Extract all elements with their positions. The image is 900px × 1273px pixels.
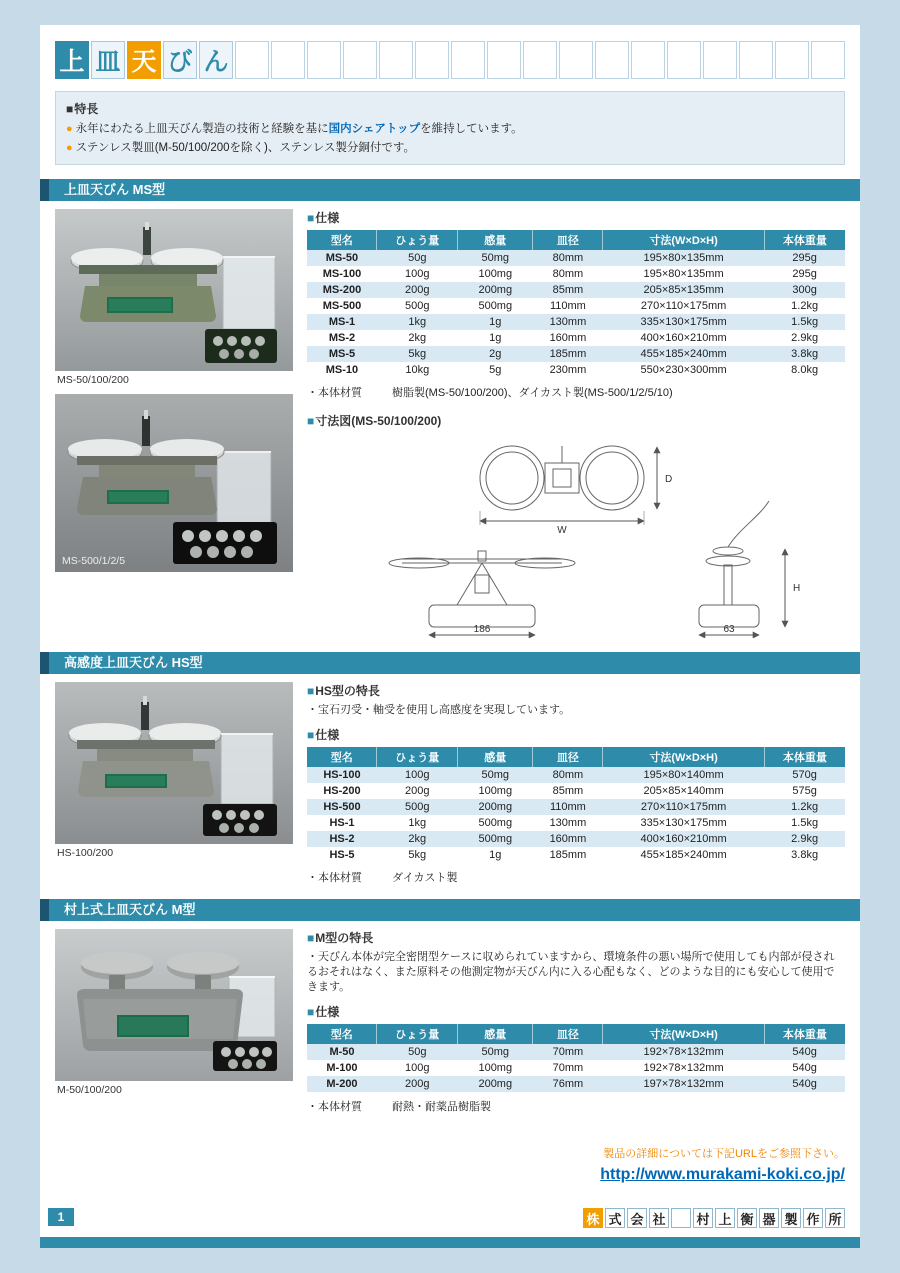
features-heading: ■特長 (66, 102, 99, 116)
company-char-box: 製 (781, 1208, 801, 1228)
spec-cell: 270×110×175mm (640, 300, 727, 312)
material-note: ・本体材質 耐熱・耐薬品樹脂製 (307, 1101, 491, 1113)
table-row (307, 362, 845, 378)
top-view (480, 446, 644, 510)
company-char-box: 村 (693, 1208, 713, 1228)
model-cell: MS-200 (322, 284, 362, 296)
spec-cell: 195×80×135mm (643, 252, 724, 264)
spec-cell: 130mm (549, 817, 587, 829)
feature-item: ● ステンレス製皿(M-50/100/200を除く)、ステンレス製分銅付です。 (66, 142, 415, 154)
spec-cell: 1kg (408, 817, 427, 829)
spec-heading: ■仕様 (307, 211, 340, 225)
spec-cell: 100mg (478, 268, 513, 280)
model-cell: MS-5 (328, 348, 356, 360)
title-empty-box (235, 41, 269, 79)
product-photo-ms-large (55, 394, 293, 572)
acrylic-cover (217, 452, 271, 528)
company-char-box: 作 (803, 1208, 823, 1228)
table-row (307, 815, 845, 831)
column-header: 感量 (458, 1024, 533, 1044)
spec-cell: 200mg (478, 801, 513, 813)
table-row (307, 346, 845, 362)
spec-cell: 85mm (552, 785, 584, 797)
spec-cell: 205×85×140mm (643, 785, 724, 797)
spec-cell: 500g (405, 300, 430, 312)
photo-label: M-50/100/200 (57, 1084, 122, 1096)
spec-cell: 110mm (549, 801, 586, 813)
column-header: 本体重量 (764, 1024, 845, 1044)
model-cell: MS-50 (325, 252, 359, 264)
m-spec-table (307, 1024, 845, 1092)
title-empty-box (667, 41, 701, 79)
column-header: ひょう量 (377, 747, 458, 767)
m-feature-heading: ■M型の特長 (307, 931, 374, 945)
spec-cell: 70mm (552, 1046, 584, 1058)
spec-cell: 76mm (552, 1078, 584, 1090)
spec-cell: 2g (489, 348, 502, 360)
dimension-diagram (307, 433, 845, 638)
model-cell: HS-500 (323, 801, 361, 813)
company-char-box: 式 (605, 1208, 625, 1228)
model-cell: MS-1 (328, 316, 356, 328)
material-note: ・本体材質 ダイカスト製 (307, 872, 458, 884)
title-empty-box (703, 41, 737, 79)
table-row (307, 250, 845, 266)
title-char-box (199, 41, 233, 79)
spec-cell: 540g (792, 1078, 817, 1090)
title-empty-box (451, 41, 485, 79)
spec-cell: 455×185×240mm (640, 849, 727, 861)
section-header-ms (40, 179, 860, 201)
dim-label-front-width: 186 (473, 624, 491, 635)
page-number: 1 (48, 1208, 74, 1226)
company-char-box: 上 (715, 1208, 735, 1228)
spec-cell: 5kg (408, 348, 427, 360)
feature-item: ● 永年にわたる上皿天びん製造の技術と経験を基に国内シェアトップを維持しています。 (66, 123, 523, 135)
square-mark-icon: ■ (307, 1005, 315, 1019)
spec-column (307, 209, 845, 638)
spec-cell: 195×80×140mm (643, 769, 724, 781)
company-name (583, 1208, 845, 1228)
title-empty-box (631, 41, 665, 79)
spec-cell: 70mm (552, 1062, 584, 1074)
section-title: 上皿天びん MS型 (64, 182, 166, 197)
spec-heading: ■仕様 (307, 728, 340, 742)
table-row (307, 1076, 845, 1092)
front-view (389, 551, 575, 627)
spec-cell: 8.0kg (791, 364, 819, 376)
title-empty-box (595, 41, 629, 79)
hs-feature-heading: ■HS型の特長 (307, 684, 380, 698)
spec-cell: 540g (792, 1062, 817, 1074)
page-title (55, 41, 845, 79)
company-char-box: 所 (825, 1208, 845, 1228)
spec-cell: 270×110×175mm (640, 801, 727, 813)
title-empty-box (559, 41, 593, 79)
title-char: ん (203, 48, 229, 76)
title-empty-box (523, 41, 557, 79)
weight-set (213, 1041, 277, 1071)
photo-label: HS-100/200 (57, 847, 114, 859)
dim-label-w: W (557, 525, 567, 536)
model-cell: MS-2 (328, 332, 356, 344)
balance-illustration (55, 209, 293, 371)
column-header: 感量 (458, 747, 533, 767)
spec-cell: 295g (792, 268, 817, 280)
column-header: ひょう量 (377, 1024, 458, 1044)
spec-cell: 1g (489, 332, 502, 344)
spec-cell: 3.8kg (791, 348, 819, 360)
company-char-box: 社 (649, 1208, 669, 1228)
spec-cell: 110mm (549, 300, 586, 312)
acrylic-cover (223, 257, 275, 329)
product-photo-m (55, 929, 293, 1081)
section-body-m (40, 921, 860, 1114)
square-mark-icon: ■ (66, 102, 74, 116)
title-empty-box (415, 41, 449, 79)
model-cell: M-50 (329, 1046, 355, 1058)
spec-cell: 80mm (552, 252, 584, 264)
title-empty-box (307, 41, 341, 79)
spec-cell: 205×85×135mm (643, 284, 724, 296)
spec-cell: 550×230×300mm (640, 364, 727, 376)
photo-label: MS-50/100/200 (57, 374, 129, 386)
title-empty-box (487, 41, 521, 79)
spec-cell: 2kg (408, 332, 427, 344)
company-char-box: 衡 (737, 1208, 757, 1228)
spec-cell: 335×130×175mm (640, 316, 727, 328)
features-panel (55, 91, 845, 165)
spec-cell: 50mg (481, 769, 510, 781)
title-char: 上 (59, 48, 85, 76)
ms-spec-table (307, 230, 845, 378)
spec-cell: 50mg (481, 252, 510, 264)
spec-cell: 1.2kg (791, 300, 819, 312)
spec-cell: 2kg (408, 833, 427, 845)
table-row (307, 282, 845, 298)
header-accent (40, 899, 49, 921)
spec-cell: 100mg (478, 1062, 513, 1074)
hs-spec-table (307, 747, 845, 863)
title-char-box (55, 41, 89, 79)
spec-cell: 3.8kg (791, 849, 819, 861)
model-cell: M-200 (326, 1078, 358, 1090)
spec-cell: 1.5kg (791, 316, 819, 328)
spec-cell: 230mm (549, 364, 587, 376)
spec-cell: 200g (405, 785, 430, 797)
bottom-bar (40, 1237, 860, 1248)
spec-cell: 300g (792, 284, 817, 296)
column-header: 皿径 (533, 747, 603, 767)
column-header: 型名 (307, 230, 377, 250)
section-header-hs (40, 652, 860, 674)
spec-cell: 575g (792, 785, 817, 797)
title-char: び (167, 48, 193, 76)
acrylic-cover (221, 734, 273, 804)
spec-cell: 1.5kg (791, 817, 819, 829)
company-spacer-box (671, 1208, 691, 1228)
spec-cell: 2.9kg (791, 833, 819, 845)
spec-cell: 400×160×210mm (640, 833, 727, 845)
weight-set (173, 522, 277, 564)
table-row (307, 783, 845, 799)
table-row (307, 1060, 845, 1076)
spec-cell: 100g (405, 1062, 430, 1074)
spec-cell: 200g (405, 1078, 430, 1090)
column-header: 皿径 (533, 1024, 603, 1044)
model-cell: M-100 (326, 1062, 358, 1074)
spec-column (307, 929, 845, 1114)
column-header: 感量 (458, 230, 533, 250)
title-empty-box (775, 41, 809, 79)
table-row (307, 799, 845, 815)
model-cell: HS-2 (329, 833, 355, 845)
title-empty-box (271, 41, 305, 79)
spec-cell: 200mg (478, 284, 513, 296)
m-feature-text: ・天びん本体が完全密閉型ケースに収められていますから、環境条件の悪い場所で使用しても内部が侵されるおそれはなく、また原料その他測定物が天びん内に入る心配もなく、どのような目的にも安心して使用できます。 (307, 951, 835, 993)
spec-cell: 5kg (408, 849, 427, 861)
dim-label-d: D (665, 474, 673, 485)
dimension-drawing (307, 433, 842, 638)
table-row (307, 266, 845, 282)
spec-cell: 100g (405, 268, 430, 280)
spec-cell: 500mg (478, 817, 513, 829)
column-header: ひょう量 (377, 230, 458, 250)
header-accent (40, 179, 49, 201)
model-cell: HS-1 (329, 817, 355, 829)
bullet-icon: ● (66, 142, 73, 154)
spec-cell: 50g (408, 252, 427, 264)
header-accent (40, 652, 49, 674)
model-cell: MS-10 (325, 364, 359, 376)
title-empty-box (739, 41, 773, 79)
square-mark-icon: ■ (307, 931, 315, 945)
model-cell: HS-100 (323, 769, 361, 781)
spec-cell: 500g (405, 801, 430, 813)
spec-cell: 160mm (549, 332, 587, 344)
bullet-icon: ● (66, 123, 73, 135)
material-note: ・本体材質 樹脂製(MS-50/100/200)、ダイカスト製(MS-500/1/2/5/10) (307, 387, 673, 399)
company-char-box: 会 (627, 1208, 647, 1228)
section-body-hs (40, 674, 860, 885)
section-body-ms (40, 201, 860, 638)
spec-cell: 85mm (552, 284, 584, 296)
spec-cell: 100g (405, 769, 430, 781)
photo-label: MS-500/1/2/5 (62, 555, 126, 567)
photos-column (55, 209, 293, 638)
section-header-m (40, 899, 860, 921)
spec-cell: 2.9kg (791, 332, 819, 344)
table-row (307, 847, 845, 863)
spec-cell: 80mm (552, 268, 584, 280)
url-note: 製品の詳細については下記URLをご参照下さい。 (603, 1148, 845, 1160)
weight-set (203, 804, 277, 836)
section-title: 高感度上皿天びん HS型 (64, 655, 203, 670)
table-row (307, 330, 845, 346)
spec-cell: 295g (792, 252, 817, 264)
dim-label-h: H (793, 583, 801, 594)
column-header: 本体重量 (764, 747, 845, 767)
spec-cell: 335×130×175mm (640, 817, 727, 829)
spec-cell: 192×78×132mm (643, 1062, 724, 1074)
spec-column (307, 682, 845, 885)
spec-cell: 1g (489, 849, 502, 861)
spec-cell: 1g (489, 316, 502, 328)
table-row (307, 1044, 845, 1060)
website-link[interactable]: http://www.murakami-koki.co.jp/ (600, 1166, 845, 1183)
title-empty-box (343, 41, 377, 79)
column-header: 型名 (307, 747, 377, 767)
spec-cell: 500mg (478, 300, 513, 312)
product-photo-ms-small (55, 209, 293, 371)
section-title: 村上式上皿天びん M型 (64, 902, 196, 917)
model-cell: MS-500 (322, 300, 362, 312)
spec-cell: 185mm (549, 849, 587, 861)
content-panel (40, 25, 860, 1248)
table-row (307, 298, 845, 314)
spec-cell: 197×78×132mm (643, 1078, 724, 1090)
model-cell: HS-5 (329, 849, 355, 861)
spec-cell: 10kg (405, 364, 430, 376)
square-mark-icon: ■ (307, 728, 315, 742)
spec-cell: 570g (792, 769, 817, 781)
company-char-box: 株 (583, 1208, 603, 1228)
spec-cell: 50g (408, 1046, 427, 1058)
spec-cell: 5g (489, 364, 502, 376)
dim-label-side-width: 63 (723, 624, 735, 635)
spec-cell: 130mm (549, 316, 587, 328)
spec-cell: 200mg (478, 1078, 513, 1090)
title-empty-boxes (235, 41, 845, 79)
title-char-box (127, 41, 161, 79)
title-char: 皿 (95, 48, 121, 76)
spec-cell: 200g (405, 284, 430, 296)
spec-cell: 195×80×135mm (643, 268, 724, 280)
title-empty-box (811, 41, 845, 79)
column-header: 本体重量 (764, 230, 845, 250)
spec-heading: ■仕様 (307, 1005, 340, 1019)
spec-cell: 455×185×240mm (640, 348, 727, 360)
balance-illustration (55, 929, 293, 1081)
dimension-heading: ■寸法図(MS-50/100/200) (307, 414, 442, 428)
spec-cell: 1.2kg (791, 801, 819, 813)
side-view (699, 501, 769, 627)
spec-cell: 160mm (549, 833, 587, 845)
photos-column (55, 929, 293, 1114)
title-char-box (91, 41, 125, 79)
highlight-text: 国内シェアトップ (328, 123, 421, 135)
title-char: 天 (131, 48, 157, 76)
photos-column (55, 682, 293, 885)
square-mark-icon: ■ (307, 211, 315, 225)
model-cell: MS-100 (322, 268, 362, 280)
column-header: 寸法(W×D×H) (603, 1024, 764, 1044)
balance-illustration (55, 394, 293, 572)
column-header: 寸法(W×D×H) (603, 747, 764, 767)
title-char-box (163, 41, 197, 79)
balance-illustration (55, 682, 293, 844)
spec-cell: 540g (792, 1046, 817, 1058)
spec-cell: 80mm (552, 769, 584, 781)
column-header: 型名 (307, 1024, 377, 1044)
company-char-box: 器 (759, 1208, 779, 1228)
square-mark-icon: ■ (307, 684, 315, 698)
weight-set (205, 329, 277, 363)
column-header: 皿径 (533, 230, 603, 250)
table-row (307, 831, 845, 847)
spec-cell: 192×78×132mm (643, 1046, 724, 1058)
spec-cell: 50mg (481, 1046, 510, 1058)
square-mark-icon: ■ (307, 414, 315, 428)
table-row (307, 314, 845, 330)
spec-cell: 500mg (478, 833, 513, 845)
title-empty-box (379, 41, 413, 79)
spec-cell: 400×160×210mm (640, 332, 727, 344)
table-row (307, 767, 845, 783)
spec-cell: 185mm (549, 348, 587, 360)
hs-feature-text: ・宝石刃受・軸受を使用し高感度を実現しています。 (307, 704, 571, 716)
column-header: 寸法(W×D×H) (603, 230, 764, 250)
spec-cell: 1kg (408, 316, 427, 328)
spec-cell: 100mg (478, 785, 513, 797)
url-block (600, 1145, 845, 1184)
model-cell: HS-200 (323, 785, 361, 797)
product-photo-hs (55, 682, 293, 844)
